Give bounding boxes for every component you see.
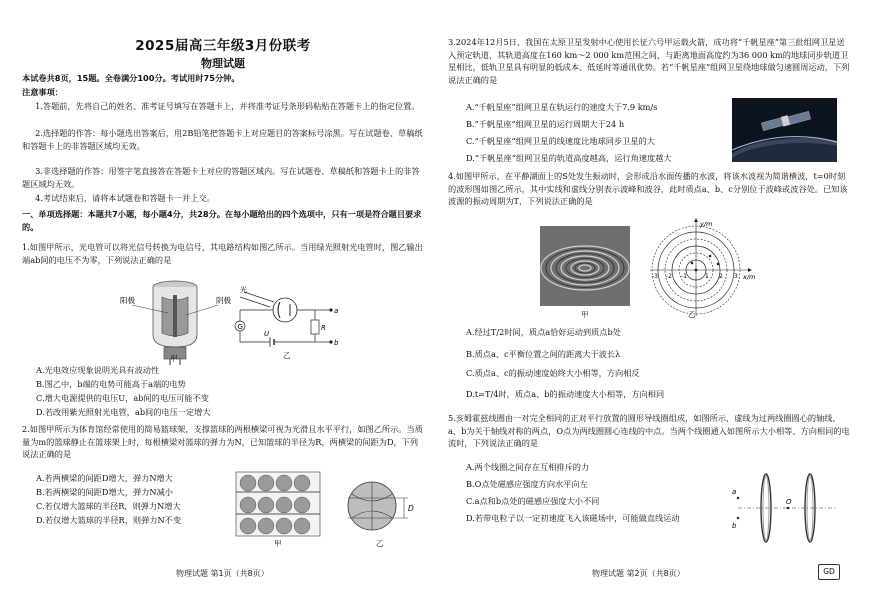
q4-option-d: D.t=T/4时，质点a、b的振动速度大小相等，方向相同 xyxy=(466,389,665,399)
point-a-label: a xyxy=(732,488,737,496)
question-2-stem: 2.如图甲所示为体育馆经常使用的简易篮球架，支撑篮球的两根横梁可视为光滑且水平平行，如图乙所示。当质量为m的篮球静止在篮球架上时，每根横梁对篮球的弹力为N，已知篮球的半径为R，两横梁的间距为D，下列说法正确的是 xyxy=(22,424,423,460)
x-tick-label: 1 xyxy=(705,273,709,280)
q4-option-a: A.经过T/2时间，质点a恰好运动到质点b处 xyxy=(466,327,621,337)
q1-option-d: D.若改用紫光照射光电管，ab间的电压一定增大 xyxy=(36,407,211,417)
x-tick-label: -1 xyxy=(681,273,687,280)
notice-heading: 注意事项： xyxy=(22,87,63,97)
q2-option-d: D.若仅增大篮球的半径R，则弹力N不变 xyxy=(36,515,182,525)
q3-option-d: D.“千帆星座”组网卫星的轨道高度越高，运行角速度越大 xyxy=(466,153,672,163)
exam-intro: 本试卷共8页，15题。全卷满分100分。考试用时75分钟。 xyxy=(22,73,240,83)
question-5-stem: 5.亥姆霍兹线圈由一对完全相同的正对平行放置的圆形导线圈组成，如图所示，虚线为过两线圈圆心的轴线，a、b为关于轴线对称的两点，O点为两线圈圆心连线的中点。当两个线圈通入如图所示大小相等、方向相同的电流时，下列说法正确的是 xyxy=(448,413,850,449)
q4-option-b: B.质点a、c平衡位置之间的距离大于波长λ xyxy=(466,349,621,359)
x-axis-label: x/m xyxy=(743,273,756,281)
terminal-a-label: a xyxy=(334,307,339,315)
notice-item: 2.选择题的作答：每小题选出答案后，用2B铅笔把答题卡上对应题目的答案标号涂黑。写在试题卷、草稿纸和答题卡上的非答题区域均无效。 xyxy=(22,128,423,151)
q1-option-c: C.增大电源提供的电压U，ab间的电压可能不变 xyxy=(36,393,209,403)
q1-option-a: A.光电效应现象说明光具有波动性 xyxy=(36,365,160,375)
figure-label-yi: 乙 xyxy=(376,539,384,548)
satellite-photo xyxy=(732,98,837,162)
point-b-label: b xyxy=(732,522,737,530)
notice-item: 4.考试结束后，请将本试题卷和答题卡一并上交。 xyxy=(35,193,215,203)
section-heading: 一、单项选择题：本题共7小题，每小题4分，共28分。在每小题给出的四个选项中，只有一项是符合题目要求的。 xyxy=(22,209,422,232)
terminal-b-label: b xyxy=(334,339,339,347)
resistor-label: R xyxy=(321,324,326,332)
figure-label-jia: 甲 xyxy=(581,310,589,319)
x-tick-label: 2 xyxy=(719,273,723,280)
x-tick-label: 3 xyxy=(734,273,738,280)
helmholtz-coils-diagram xyxy=(728,470,838,550)
light-label: 光 xyxy=(240,286,247,294)
q2-option-b: B.若两横梁的间距D增大，弹力N减小 xyxy=(36,487,173,497)
figure-label-yi: 乙 xyxy=(688,310,696,319)
q4-option-c: C.质点a、c的振动速度始终大小相等，方向相反 xyxy=(466,368,640,378)
q3-option-b: B.“千帆星座”组网卫星的运行周期大于24 h xyxy=(466,119,625,129)
beam-distance-label: D xyxy=(408,504,414,513)
notice-item: 3.非选择题的作答：用签字笔直接答在答题卡上对应的答题区域内。写在试题卷、草稿纸和答题卡上的非答题区域均无效。 xyxy=(22,166,420,189)
anode-label: 阳极 xyxy=(120,296,135,305)
version-badge: GD xyxy=(818,564,840,580)
q1-option-b: B.图乙中，b端的电势可能高于a端的电势 xyxy=(36,379,186,389)
ball-on-beams-diagram xyxy=(338,478,424,538)
basketball-rack-photo xyxy=(232,470,324,538)
notice-item: 1.答题前，先将自己的姓名、准考证号填写在答题卡上，并将准考证号条形码粘贴在答题卡上的指定位置。 xyxy=(35,101,420,111)
q3-option-c: C.“千帆星座”组网卫星的线速度比地球同步卫星的大 xyxy=(466,136,655,146)
question-4-stem: 4.如图甲所示，在平静湖面上的S处发生振动时，会形成沿水面传播的水波，将该水波视为简谐横波，t=0时刻的波形图如图乙所示，其中实线和虚线分别表示波峰和波谷，此时质点a、b、c分别位于波峰或波谷处。已知该波源的振动周期为T，下列说法正确的是 xyxy=(448,171,848,207)
exam-subject: 物理试题 xyxy=(201,57,245,70)
phototube-photo xyxy=(120,275,240,365)
x-tick-label: -3 xyxy=(652,273,658,280)
question-1-stem: 1.如图甲所示，光电管可以将光信号转换为电信号，其电路结构如图乙所示。当用绿光照射光电管时，图乙输出端ab间的电压不为零，下列说法正确的是 xyxy=(22,242,423,265)
q5-option-b: B.O点处磁感应强度方向水平向左 xyxy=(466,479,588,489)
wavefront-diagram xyxy=(648,218,758,318)
q3-option-a: A.“千帆星座”组网卫星在轨运行的速度大于7.9 km/s xyxy=(466,102,658,112)
voltage-label: U xyxy=(264,330,270,338)
photocell-circuit-diagram xyxy=(230,282,340,352)
exam-title: 2025届高三年级3月份联考 xyxy=(135,38,311,54)
y-axis-label: y/m xyxy=(700,220,713,228)
question-3-stem: 3.2024年12月5日，我国在太原卫星发射中心使用长征六号甲运载火箭，成功将“千帆星座”第三批组网卫星送入预定轨道，其轨道高度在160 km～2 000 km范围之间，与距离地面高度约为36 000 km的地球同步轨道卫星相比，低轨卫星具有明显的低成本、低延时等通讯优势。若“千帆星座”组网卫星绕地球做匀速圆周运动，下列说法正确的是 xyxy=(448,37,850,86)
q5-option-d: D.若带电粒子以一定初速度飞入该磁场中，可能做直线运动 xyxy=(466,513,680,523)
figure-label-yi: 乙 xyxy=(283,351,291,360)
figure-label-jia: 甲 xyxy=(170,354,178,363)
page-footer-left: 物理试题 第1页（共8页） xyxy=(176,569,269,578)
q2-option-c: C.若仅增大篮球的半径R，则弹力N增大 xyxy=(36,501,181,511)
q2-option-a: A.若两横梁的间距D增大，弹力N增大 xyxy=(36,473,173,483)
figure-label-jia: 甲 xyxy=(274,539,282,548)
x-tick-label: -2 xyxy=(666,273,672,280)
cathode-label: 阴极 xyxy=(216,296,231,305)
water-ripple-photo xyxy=(540,226,630,306)
page-footer-right: 物理试题 第2页（共8页） xyxy=(592,569,685,578)
q5-option-c: C.a点和b点处的磁感应强度大小不同 xyxy=(466,496,600,506)
point-O-label: O xyxy=(786,498,792,506)
q5-option-a: A.两个线圈之间存在互相排斥的力 xyxy=(466,462,590,472)
galvanometer-label: G xyxy=(237,323,243,331)
